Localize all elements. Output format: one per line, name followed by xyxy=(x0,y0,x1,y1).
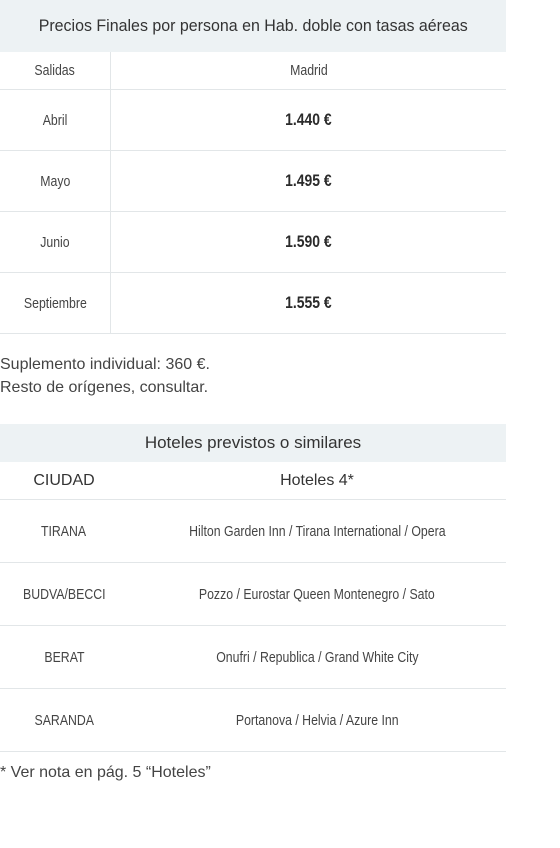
hotels-table-title: Hoteles previstos o similares xyxy=(0,424,506,462)
header-hoteles: Hoteles 4* xyxy=(280,471,354,489)
ciudad-cell xyxy=(0,626,128,688)
ciudad-text: BERAT xyxy=(43,648,85,666)
hoteles-text: Hilton Garden Inn / Tirana International / Opera xyxy=(188,522,446,540)
ciudad-cell xyxy=(0,563,128,625)
hoteles-text: Pozzo / Eurostar Queen Montenegro / Sato xyxy=(199,585,435,603)
header-madrid xyxy=(111,52,506,89)
header-salidas xyxy=(0,52,111,89)
header-salidas-text: Salidas xyxy=(34,62,76,79)
price-cell xyxy=(111,273,506,333)
table-row xyxy=(0,90,506,151)
salida-text: Junio xyxy=(40,233,70,251)
prices-table-title xyxy=(0,0,506,52)
table-row xyxy=(0,151,506,212)
salida-text: Abril xyxy=(42,111,68,129)
salida-cell xyxy=(0,90,111,150)
ciudad-text: SARANDA xyxy=(34,711,94,729)
hotels-table-header-row xyxy=(0,462,506,500)
resto-note: Resto de orígenes, consultar. xyxy=(0,379,209,396)
hoteles-text: Portanova / Helvia / Azure Inn xyxy=(235,711,399,729)
price-cell xyxy=(111,151,506,211)
salida-text: Mayo xyxy=(39,172,71,190)
table-row xyxy=(0,273,506,334)
hoteles-text: Onufri / Republica / Grand White City xyxy=(215,648,419,666)
prices-table xyxy=(0,0,506,334)
price-cell xyxy=(111,212,506,272)
ciudad-text: BUDVA/BECCI xyxy=(22,585,106,603)
hotels-table xyxy=(0,424,506,752)
salida-cell xyxy=(0,273,111,333)
header-ciudad: CIUDAD xyxy=(33,471,95,489)
hoteles-cell xyxy=(128,626,506,688)
prices-table-title-text: Precios Finales por persona en Hab. doble con tasas aéreas xyxy=(38,16,468,35)
price-notes xyxy=(0,353,210,399)
table-row xyxy=(0,500,506,563)
table-row xyxy=(0,626,506,689)
suplemento-note: Suplemento individual: 360 €. xyxy=(0,356,210,373)
price-cell xyxy=(111,90,506,150)
hotels-footnote: * Ver nota en pág. 5 “Hoteles” xyxy=(0,764,211,781)
ciudad-cell xyxy=(0,689,128,751)
ciudad-text: TIRANA xyxy=(41,522,87,540)
salida-cell xyxy=(0,151,111,211)
ciudad-cell xyxy=(0,500,128,562)
salida-cell xyxy=(0,212,111,272)
table-row xyxy=(0,212,506,273)
hoteles-cell xyxy=(128,563,506,625)
header-madrid-text: Madrid xyxy=(289,62,328,79)
hoteles-cell xyxy=(128,500,506,562)
price-text: 1.495 € xyxy=(285,171,332,190)
salida-text: Septiembre xyxy=(23,294,87,312)
prices-table-header-row xyxy=(0,52,506,90)
price-text: 1.440 € xyxy=(285,110,332,129)
price-text: 1.555 € xyxy=(285,293,332,312)
price-text: 1.590 € xyxy=(285,232,332,251)
hoteles-cell xyxy=(128,689,506,751)
table-row xyxy=(0,563,506,626)
table-row xyxy=(0,689,506,752)
